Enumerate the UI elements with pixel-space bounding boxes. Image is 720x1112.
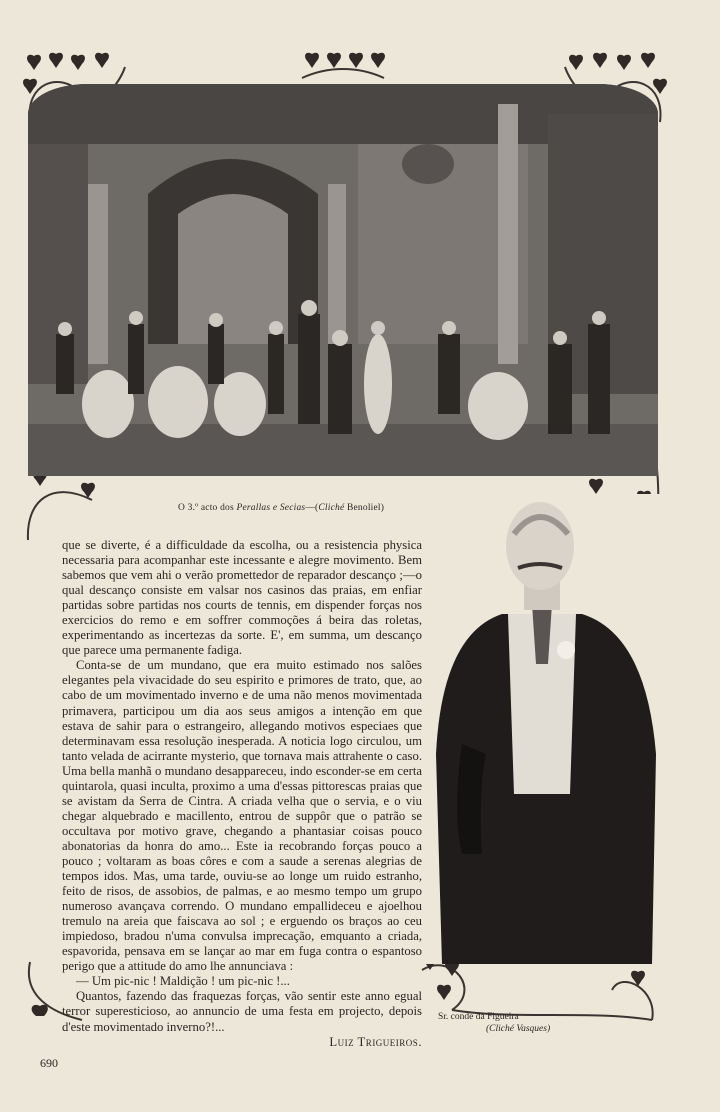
article-exclamation: — Um pic-nic ! Maldição ! um pic-nic !... <box>76 974 290 989</box>
portrait-caption-credit: (Cliché Vasques) <box>486 1024 551 1034</box>
portrait-photo <box>422 494 664 964</box>
top-photo-caption: O 3.º acto dos Perallas e Secias—(Cliché Benoliel) <box>178 503 385 513</box>
ornament-top-center <box>298 52 388 82</box>
article-text <box>62 538 422 1050</box>
article-paragraph: Conta-se de um mundano, que era muito estimado nos salões elegantes pela vivacidade do seu espirito e primores de trato, que, ao cabo de um movimentado inverno e de uma não menos movimentada primavera, participou um dia aos seus amigos a intenção em que estava de sahir para o estrangeiro, allegando motivos especiaes que determinavam essa resolução inesperada. A noticia logo circulou, um tanto velada de acirrante mysterio, que tornava mais attrahente o caso. Uma bella manhã o mundano desappareceu, indo esconder-se em certa quintarola, quasi inculta, proximo a uma d'essas pittorescas praias que se avistam da Serra de Cintra. A criada velha que o servia, e o viu chegar alquebrado e macillento, entrou de suppôr que o patrão se occultava por motivo grave, chegando a phantasiar coisas pouco abonatorias da honra do amo... Este ia recobrando forças pouco a pouco ; voltaram as boas côres e com a saude a serenas alegrias de tempos idos. Mas, uma tarde, ouviu-se ao longe um ruido estranho, feito de risos, de assobios, de palmas, e ao mesmo tempo um grupo numeroso avançava correndo. O mundano empallideceu e ajoelhou tremulo na areia que faiscava ao sol ; e erguendo os braços ao ceu impiedoso, bradou n'uma convulsa imprecação, emquanto a criada, espavorida, pensava em se lançar ao mar em fuga contra o espantoso perigo que a attitude do amo lhe annunciava : <box>62 658 422 974</box>
article-paragraph: que se diverte, é a difficuldade da escolha, ou a resistencia physica necessaria para acompanhar este incessante e alegre movimento. Bem sabemos que vem ahi o verão promettedor de reparador descanço ;—o qual descanço consiste em valsar nos casinos das praias, em enfiar partidas sobre partidas nos courts de tennis, em dispender forças nos exercicios do remo e em soffrer commoções á beira das roletas, experimentando as incertezas da sorte. E', em summa, um descanço que parece uma permanente fadiga. <box>62 538 422 658</box>
page-number: 690 <box>40 1056 58 1070</box>
portrait-caption-name: Sr. conde da Figueira <box>438 1012 519 1022</box>
theatre-stage-photo <box>28 84 658 476</box>
article-signature: Luiz Trigueiros. <box>329 1034 422 1049</box>
portrait-caption <box>438 1011 550 1035</box>
article-paragraph: Quantos, fazendo das fraquezas forças, vão sentir este anno egual terror superesticioso, ao annuncio de uma festa em projecto, depois d'este movimentado inverno?!... <box>62 989 422 1034</box>
